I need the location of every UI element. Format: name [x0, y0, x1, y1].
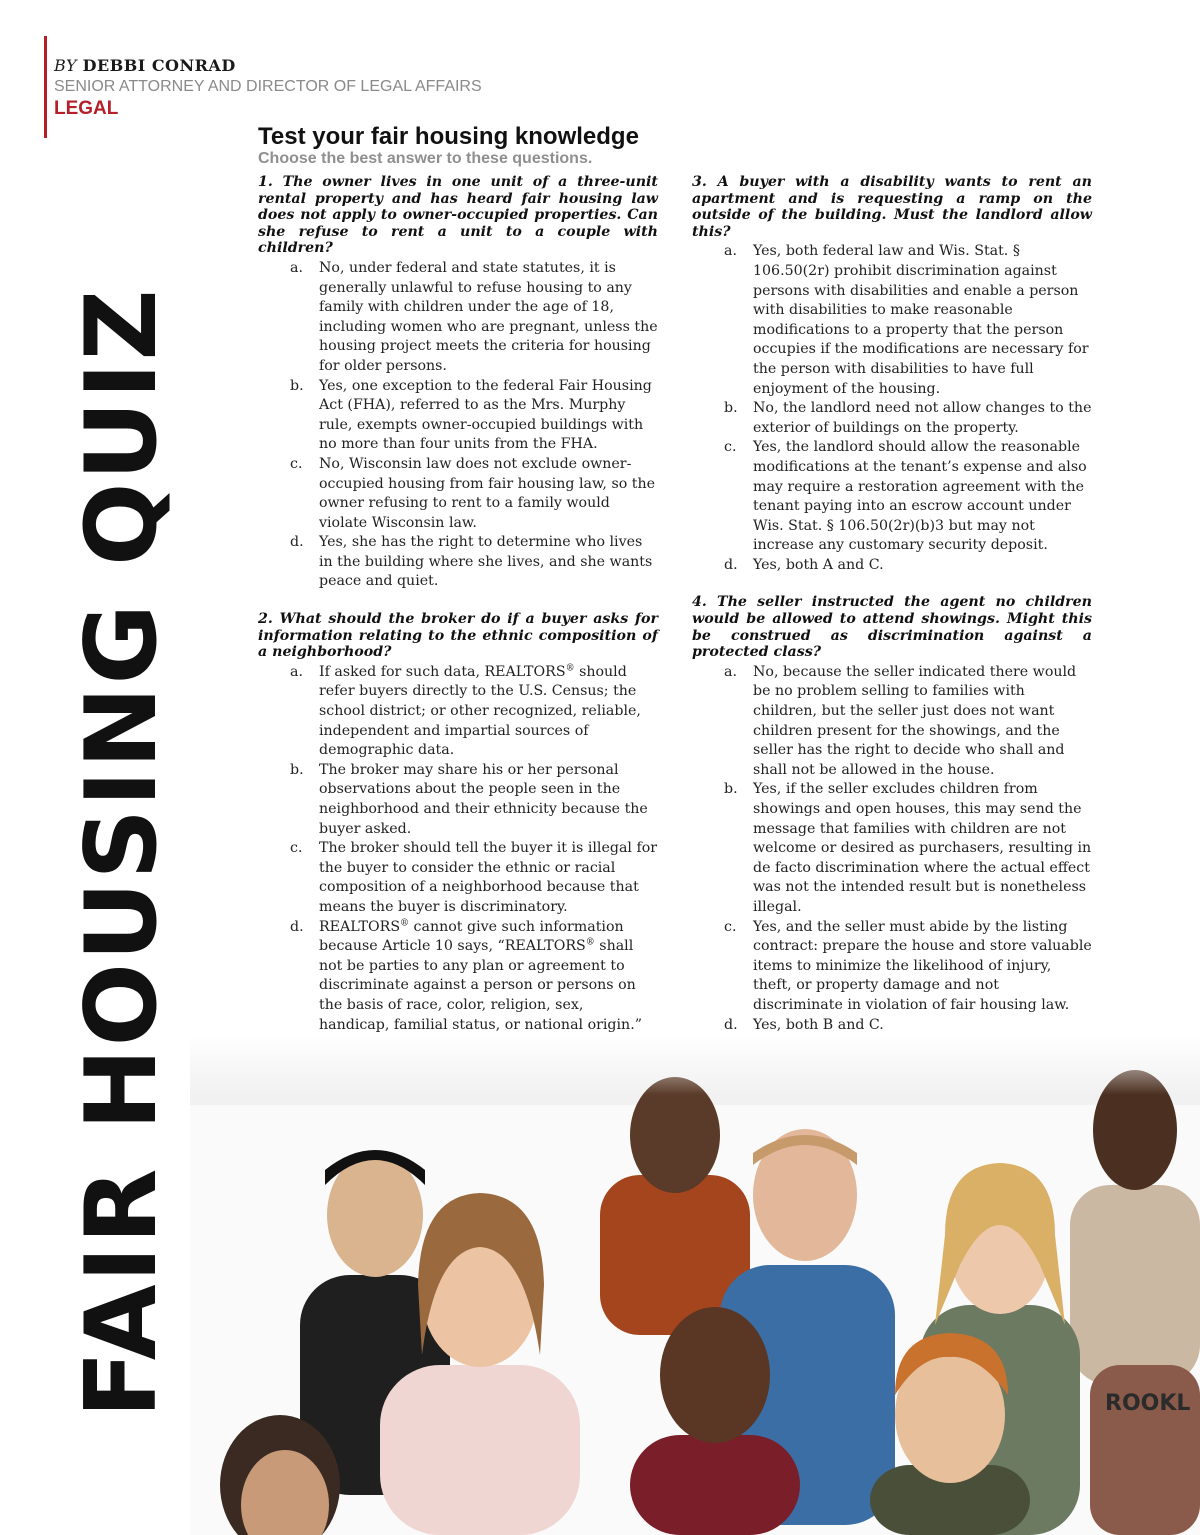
answer-text: Yes, she has the right to determine who lives in the building where she lives, and she wants peace and quiet. [319, 534, 653, 590]
byline-by: BY [54, 56, 78, 75]
answer-letter: a. [290, 259, 303, 276]
spacer [258, 592, 658, 611]
answer-text: No, Wisconsin law does not exclude owner-occupied housing from fair housing law, so the owner refusing to rent to a family would violate Wisconsin law. [319, 455, 656, 531]
question-block-4 [692, 594, 1092, 1035]
byline [54, 56, 482, 121]
question-block-3 [692, 174, 1092, 575]
group-photo-illustration [190, 1035, 1200, 1535]
answer-3b [692, 399, 1092, 438]
answer-text: Yes, if the seller excludes children from showings and open houses, this may send the message that families with children are not welcome or desired as purchasers, resulting in de facto discrimination where the actual effect was not the intended result but is nonetheless illegal. [753, 781, 1092, 915]
question-4: 4. The seller instructed the agent no children would be allowed to attend showings. Might this be construed as discrimination against a protected class? [692, 594, 1092, 661]
answer-text: No, under federal and state statutes, it is generally unlawful to refuse housing to any family with children under the age of 18, including women who are pregnant, unless the housing project meets the criteria for housing for older persons. [319, 259, 658, 374]
answer-letter: a. [724, 243, 737, 260]
answer-letter: c. [724, 439, 737, 456]
answer-3a [692, 242, 1092, 399]
answer-letter: c. [290, 455, 303, 472]
answer-text-post: should refer buyers directly to the U.S. Census; the school district; or other recognized, reliable, independent and impartial sources of demographic data. [319, 663, 641, 759]
answer-text-mid: cannot give such information because Article 10 says, “REALTORS [319, 918, 624, 955]
question-block-2 [258, 611, 658, 1035]
answer-text: The broker should tell the buyer it is illegal for the buyer to consider the ethnic or racial composition of a neighborhood because that means the buyer is discriminatory. [319, 840, 658, 915]
answer-letter: d. [290, 534, 304, 551]
byline-author [54, 56, 482, 76]
answer-1a [258, 259, 658, 377]
group-photo [190, 1035, 1200, 1535]
answer-2c [258, 839, 658, 917]
answer-letter: b. [290, 761, 304, 778]
answer-text: Yes, one exception to the federal Fair Housing Act (FHA), referred to as the Mrs. Murphy rule, exempts owner-occupied buildings with no more than four units from the FHA. [319, 377, 652, 453]
answer-1c [258, 455, 658, 533]
answer-text-pre: If asked for such data, REALTORS [319, 663, 566, 680]
answer-text: No, the landlord need not allow changes to the exterior of buildings on the property. [753, 400, 1092, 436]
answer-letter: a. [290, 663, 303, 680]
answer-letter: d. [290, 918, 304, 935]
article-title: Test your fair housing knowledge [258, 123, 639, 150]
author-name: DEBBI CONRAD [82, 56, 236, 75]
answer-3c [692, 438, 1092, 556]
answer-4d [692, 1016, 1092, 1036]
author-role: SENIOR ATTORNEY AND DIRECTOR OF LEGAL AFFAIRS [54, 78, 482, 95]
answer-text: Yes, both A and C. [753, 556, 884, 573]
answer-4b [692, 780, 1092, 917]
article-heading [258, 124, 678, 168]
answer-list-1 [258, 259, 658, 592]
answer-letter: d. [724, 1016, 738, 1033]
answer-text-post: shall not be parties to any plan or agreement to discriminate against a person or persons on the basis of race, color, religion, sex, handicap, familial status, or national origin.” [319, 938, 642, 1033]
question-block-1 [258, 174, 658, 592]
question-3: 3. A buyer with a disability wants to rent an apartment and is requesting a ramp on the outside of the building. Must the landlord allow this? [692, 174, 1092, 240]
answer-text: No, because the seller indicated there would be no problem selling to families with children, but the seller just does not want children present for the showings, and the seller has the right to decide who shall and shall not be allowed in the house. [753, 663, 1077, 778]
byline-rule [44, 36, 47, 138]
answer-4a [692, 663, 1092, 781]
right-column [692, 174, 1092, 1035]
answer-text: Yes, the landlord should allow the reasonable modifications at the tenant’s expense and also may require a restoration agreement with the tenant paying into an escrow account under Wis. Stat. § 106.50(2r)(b)3 but may not increase any customary security deposit. [753, 439, 1087, 554]
vertical-title: FAIR HOUSING QUIZ [65, 287, 179, 1418]
article-subtitle: Choose the best answer to these questions. [258, 150, 593, 167]
answer-3d [692, 556, 1092, 576]
answer-2d [258, 918, 658, 1036]
section-label: LEGAL [54, 98, 119, 119]
answer-text: Yes, both B and C. [753, 1016, 884, 1033]
registered-mark: ® [585, 937, 595, 948]
answer-text: The broker may share his or her personal observations about the people seen in the neighborhood and their ethnicity because the buyer asked. [319, 761, 648, 837]
answer-2a [258, 663, 658, 761]
question-2: 2. What should the broker do if a buyer asks for information relating to the ethnic composition of a neighborhood? [258, 611, 658, 661]
question-1: 1. The owner lives in one unit of a three-unit rental property and has heard fair housing law does not apply to owner-occupied properties. Can she refuse to rent a unit to a couple with children? [258, 174, 658, 257]
spacer [692, 575, 1092, 594]
answer-letter: c. [290, 840, 303, 857]
answer-text-pre: REALTORS [319, 918, 401, 935]
answer-list-4 [692, 663, 1092, 1035]
answer-text: Yes, and the seller must abide by the listing contract: prepare the house and store valuable items to minimize the likelihood of injury, theft, or property damage and not discriminate in violation of fair housing law. [753, 918, 1092, 1013]
answer-letter: d. [724, 556, 738, 573]
answer-list-2 [258, 663, 658, 1035]
answer-letter: a. [724, 663, 737, 680]
registered-mark: ® [565, 663, 575, 674]
answer-1d [258, 533, 658, 592]
answer-letter: b. [290, 377, 304, 394]
answer-letter: b. [724, 781, 738, 798]
registered-mark: ® [400, 917, 410, 928]
answer-1b [258, 377, 658, 455]
answer-2b [258, 761, 658, 839]
answer-letter: b. [724, 400, 738, 417]
answer-letter: c. [724, 918, 737, 935]
answer-text: Yes, both federal law and Wis. Stat. § 106.50(2r) prohibit discrimination against persons with disabilities and enable a person with disabilities to make reasonable modifications to a property that the person occupies if the modifications are necessary for the person with disabilities to have full enjoyment of the housing. [753, 243, 1089, 397]
answer-4c [692, 918, 1092, 1016]
left-column [258, 174, 658, 1035]
answer-list-3 [692, 242, 1092, 575]
